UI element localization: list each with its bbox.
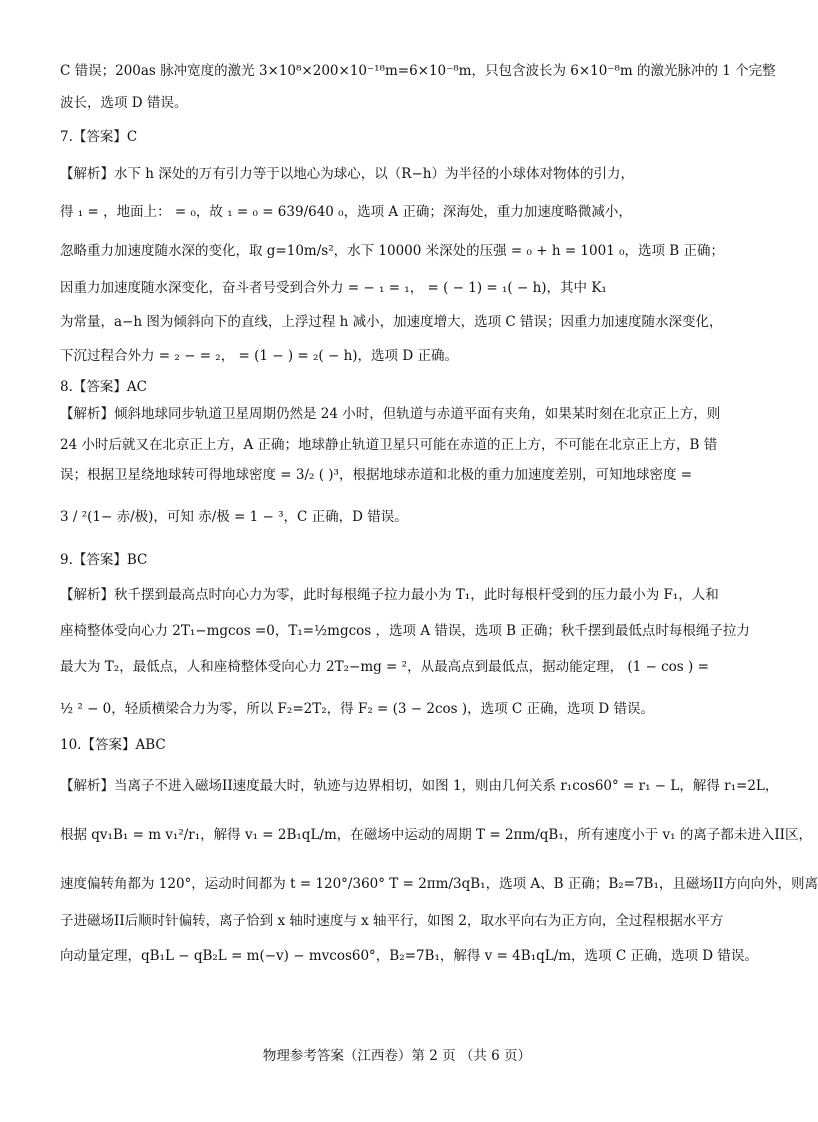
text-line: C 错误；200as 脉冲宽度的激光 3×10⁸×200×10⁻¹⁸m=6×10⁻⁸m，只包含波长为 6×10⁻⁸m 的激光脉冲的 1 个完整 [60,63,776,79]
text-line: 下沉过程合外力 = ₂ − = ₂， = (1 − ) = ₂( − h)，选项 D 正确。 [60,348,458,364]
page-footer: 物理参考答案（江西卷）第 2 页 （共 6 页） [262,1048,532,1064]
text-line: 最大为 T₂，最低点，人和座椅整体受向心力 2T₂−mg = ²，从最高点到最低点，据动能定理， (1 − cos ) = [60,659,709,675]
text-line: 【解析】当离子不进入磁场II速度最大时，轨迹与边界相切，如图 1，则由几何关系 r₁cos60° = r₁ − L，解得 r₁=2L， [60,778,779,794]
text-line: 为常量，a−h 图为倾斜向下的直线，上浮过程 h 减小，加速度增大，选项 C 错误；因重力加速度随水深变化， [60,314,723,330]
text-line: 误；根据卫星绕地球转可得地球密度 = 3/₂ ( )³，根据地球赤道和北极的重力加速度差别，可知地球密度 = [60,467,693,483]
text-line: 【解析】倾斜地球同步轨道卫星周期仍然是 24 小时，但轨道与赤道平面有夹角，如果某时刻在北京正上方，则 [60,406,721,422]
text-line: 因重力加速度随水深变化，奋斗者号受到合外力 = − ₁ = ₁， = ( − 1) = ₁( − h)，其中 K₁ [60,280,607,296]
answer-heading: 9.【答案】BC [60,552,148,568]
text-line: ½ ² − 0，轻质横梁合力为零，所以 F₂=2T₂，得 F₂ = (3 − 2cos )，选项 C 正确，选项 D 错误。 [60,701,654,717]
text-line: 【解析】秋千摆到最高点时向心力为零，此时每根绳子拉力最小为 T₁，此时每根杆受到的压力最小为 F₁，人和 [60,587,719,603]
text-line: 【解析】水下 h 深处的万有引力等于以地心为球心，以（R−h）为半径的小球体对物体的引力， [60,166,634,182]
answer-heading: 7.【答案】C [60,129,138,145]
text-line: 3 / ²(1− 赤/极)，可知 赤/极 = 1 − ³，C 正确，D 错误。 [60,509,408,525]
text-line: 24 小时后就又在北京正上方，A 正确；地球静止轨道卫星只可能在赤道的正上方，不可能在北京正上方，B 错 [60,437,718,453]
text-line: 向动量定理，qB₁L − qB₂L = m(−v) − mvcos60°，B₂=7B₁，解得 v = 4B₁qL/m，选项 C 正确，选项 D 错误。 [60,948,758,964]
text-line: 速度偏转角都为 120°，运动时间都为 t = 120°/360° T = 2πm/3qB₁，选项 A、B 正确；B₂=7B₁，且磁场II方向向外，则离 [60,876,818,892]
text-line: 得 ₁ = ，地面上： = ₀，故 ₁ = ₀ = 639/640 ₀，选项 A 正确；深海处，重力加速度略微减小， [60,204,632,220]
text-line: 根据 qv₁B₁ = m v₁²/r₁，解得 v₁ = 2B₁qL/m，在磁场中运动的周期 T = 2πm/qB₁，所有速度小于 v₁ 的离子都未进入II区， [60,827,813,843]
answer-heading: 8.【答案】AC [60,379,147,395]
text-line: 座椅整体受向心力 2T₁−mgcos =0，T₁=½mgcos ，选项 A 错误，选项 B 正确；秋千摆到最低点时每根绳子拉力 [60,623,750,639]
answer-heading: 10.【答案】ABC [60,737,166,753]
text-line: 忽略重力加速度随水深的变化，取 g=10m/s²，水下 10000 米深处的压强 = ₀ + h = 1001 ₀，选项 B 正确； [60,243,724,259]
text-line: 波长，选项 D 错误。 [60,95,188,111]
text-line: 子进磁场II后顺时针偏转，离子恰到 x 轴时速度与 x 轴平行，如图 2，取水平向右为正方向，全过程根据水平方 [60,913,724,929]
